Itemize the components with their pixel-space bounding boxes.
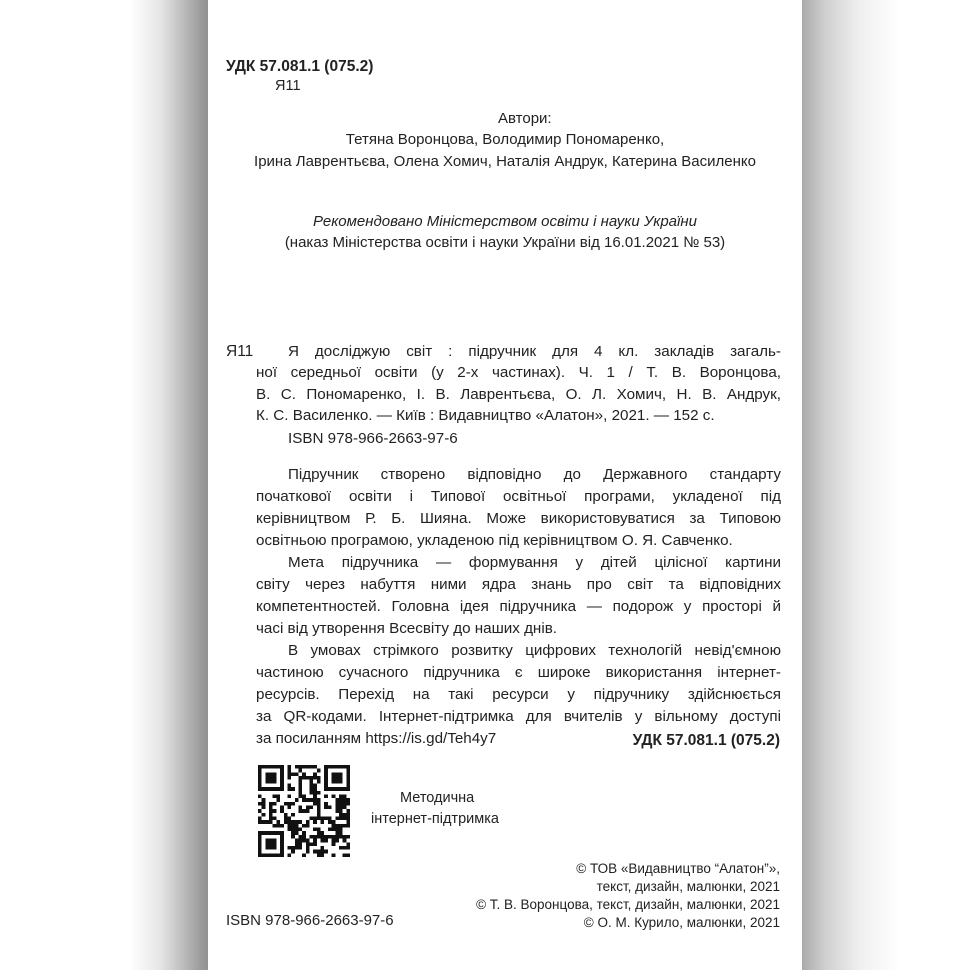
annotation-line: за QR-кодами. Інтернет-підтримка для вчителів у вільному доступі [256,708,781,725]
udk-top: УДК 57.081.1 (075.2) [226,58,374,75]
bibliography-line: В. С. Пономаренко, І. В. Лаврентьєва, О. Л. Хомич, Н. В. Андрук, [256,386,781,403]
qr-label: Методична [400,790,475,806]
qr-code-icon [258,765,350,857]
annotation-line: ресурсів. Перехід на такі ресурси у підручнику здійснюється [256,686,781,703]
recommendation-order: (наказ Міністерства освіти і науки України від 16.01.2021 № 53) [284,234,726,251]
book-page [208,0,802,970]
authors-label: Автори: [498,110,552,127]
annotation-line: керівництвом Р. Б. Шияна. Може використовуватися за Типовою [256,510,781,527]
bibliography-code: Я11 [226,343,254,360]
annotation-line: освітньою програмою, укладеною під керівництвом О. Я. Савченко. [256,532,733,549]
authors-line: Тетяна Воронцова, Володимир Пономаренко, [345,131,665,148]
copyright-line: © О. М. Курило, малюнки, 2021 [583,915,780,930]
background-right [790,0,970,970]
annotation-line: за посиланням https://is.gd/Teh4y7 [256,730,497,747]
annotation-line: компетентностей. Головна ідея підручника — подорож у просторі й [256,598,781,615]
bibliography-isbn: ISBN 978-966-2663-97-6 [288,430,458,447]
copyright-line: текст, дизайн, малюнки, 2021 [596,879,780,894]
background-left [0,0,210,970]
isbn-bottom: ISBN 978-966-2663-97-6 [226,912,394,929]
udk-bottom: УДК 57.081.1 (075.2) [632,732,780,749]
annotation-line: В умовах стрімкого розвитку цифрових технологій невід'ємною [288,642,781,659]
annotation-line: частиною сучасного підручника є широке використання інтернет- [256,664,781,681]
author-code-top: Я11 [275,78,301,94]
qr-label: інтернет-підтримка [371,811,499,827]
copyright-line: © Т. В. Воронцова, текст, дизайн, малюнки, 2021 [476,897,780,912]
bibliography-line: К. С. Василенко. — Київ : Видавництво «Алатон», 2021. — 152 с. [256,407,715,424]
annotation-line: Підручник створено відповідно до Державного стандарту [288,466,781,483]
recommendation-line: Рекомендовано Міністерством освіти і науки України [313,213,697,230]
annotation-line: початкової освіти і Типової освітньої програми, укладеної під [256,488,781,505]
copyright-line: © ТОВ «Видавництво “Алатон”», [576,861,780,876]
annotation-line: Мета підручника — формування у дітей цілісної картини [288,554,781,571]
annotation-line: світу через набуття ними ядра знань про світ та відповідних [256,576,781,593]
authors-line: Ірина Лаврентьєва, Олена Хомич, Наталія Андрук, Катерина Василенко [254,153,756,170]
bibliography-line: ної середньої освіти (у 2-х частинах). Ч. 1 / Т. В. Воронцова, [256,364,781,381]
bibliography-line: Я досліджую світ : підручник для 4 кл. закладів загаль- [288,343,781,360]
annotation-line: часі від утворення Всесвіту до наших днів. [256,620,557,637]
